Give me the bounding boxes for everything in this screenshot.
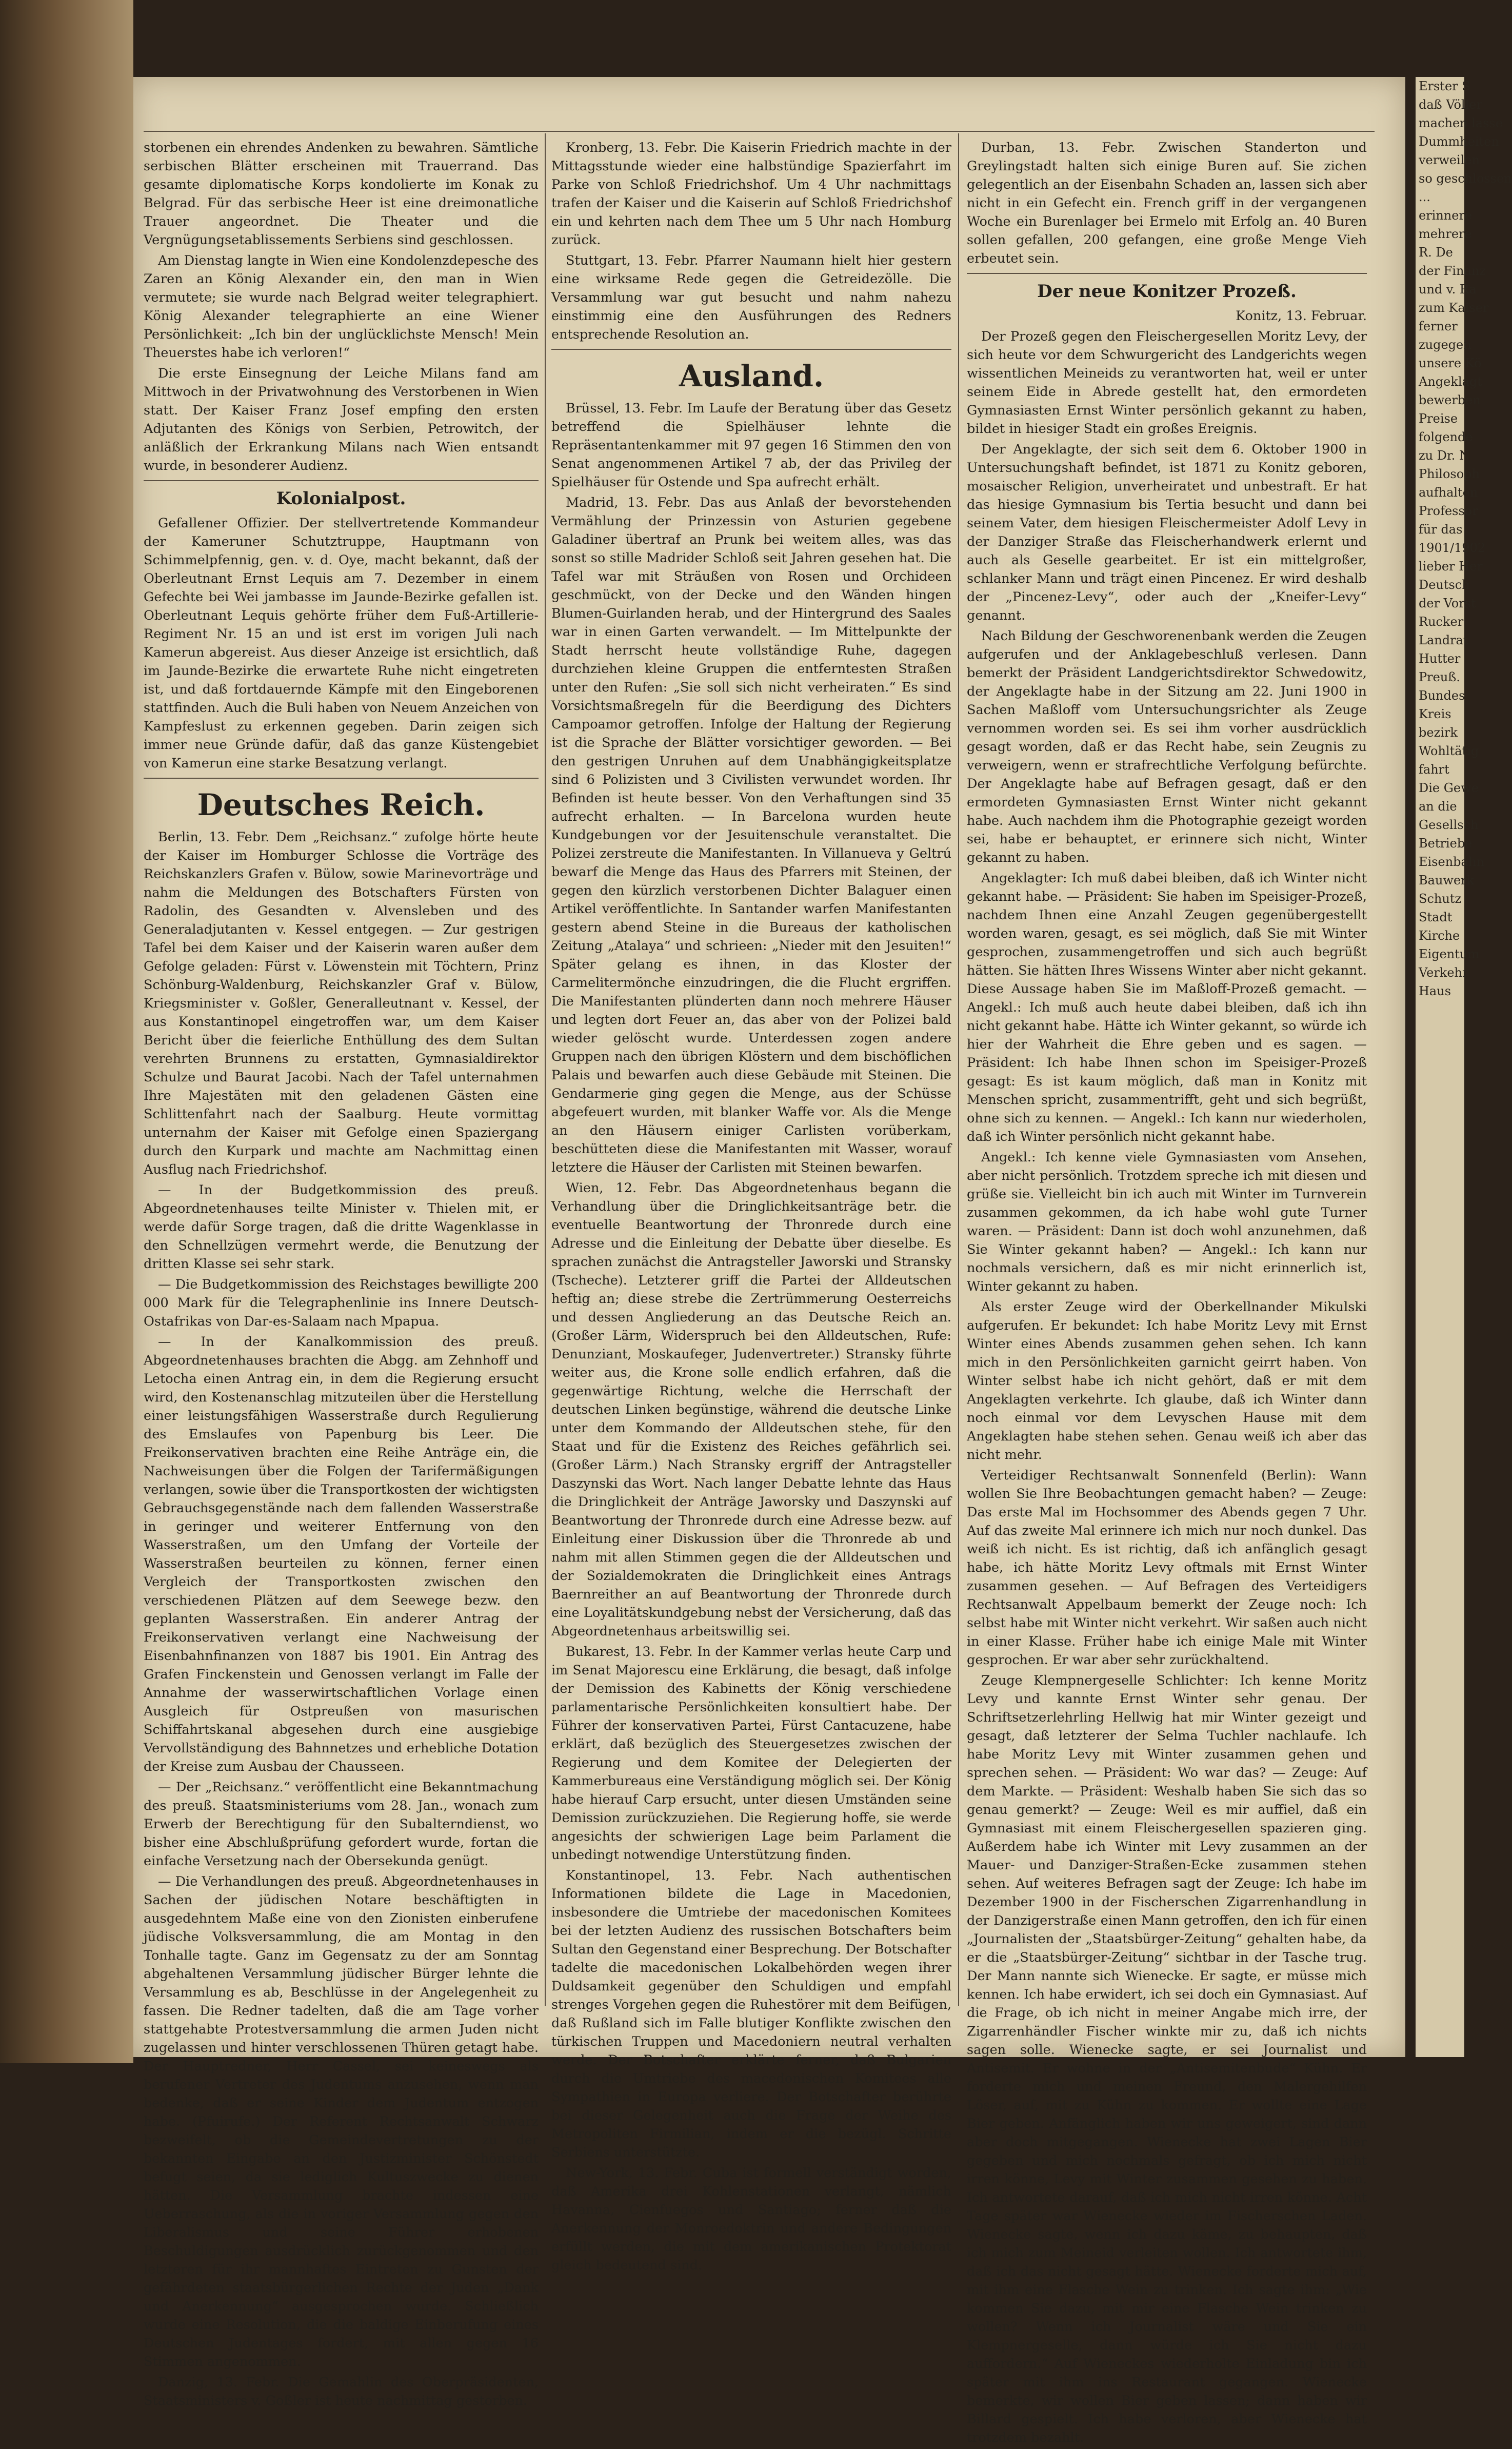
stuttgart-text: Stuttgart, 13. Febr. Pfarrer Naumann hielt hier gestern eine wirksame Rede gegen die Getreidezölle. Die Versammlung war gut besucht und nahm nahezu einstimmig eine den Ausführungen des Redners entsprechende Resolution an. xyxy=(551,253,951,342)
edge-text-fragment: zugegen xyxy=(1419,338,1471,352)
edge-text-fragment: Eisenbahn xyxy=(1419,855,1484,869)
edge-text-fragment: bezirk xyxy=(1419,725,1458,740)
newyork-text: New-York, 13. Febr. Cuba ist formell verständigt worden, daß Amerika drei Kohlenstationen verlangt, nämlich Havanna, Cienfuegos und Santiago; ferner daß die Anerkennung der Monroedoktrin und andere Bedingungen erfüllt werden, die mit dem amerikanischen Protektorat gleich bedeutend sind. xyxy=(551,2165,951,2273)
edge-text-fragment: Kreis xyxy=(1419,707,1451,721)
top-rule xyxy=(144,131,1375,132)
notare-text: — Die Verhandlungen des preuß. Abgeordnetenhauses in Sachen der jüdischen Notare beschäftigten in ausgedehntem Maße eine von den Zionisten einberufene jüdische Volksversammlung, die am Montag in den Tonhalle tagte. Ganz im Gegensatz zu der am Sonntag abgehaltenen Versammlung jüdischer Bürger lehnte die Versammlung es ab, Beschlüsse in der Angelegenheit zu fassen. Die Redner tadelten, daß die am Tage vorher stattgehabte Protestversammlung die armen Juden nicht zugelassen und hinter verschlossenen Thüren getagt habe. Der Hauptredner, Herr Cassel, sei keineswegs als berufener Vertreter des Judentums anzusehen, wenn man bedenke, daß er seine Kinder dem Judentum entzogen habe. (Pfuirufe.) Der Referent Rechtsanwalt Schwarz bezweifelt, ob die Gemeindevertretungen zu der bekannten Eingabe an den Justizminister Schönstedt befugt seien, da sie lediglich Kultuszwecke zu dienen hätten. Die Versammlung brachte indessen eine Ueberraschung, als die in voriger Versammlung gegen den Liberalismus und seine Führer erhobenen Beschuldigungen ausdrücklich zurückgenommen und den letzteren für ihr mannhaftes Eintreten zu Gunsten der gefährdeten staatsbürgerlichen Rechte der Juden „Dank und Anerkennung“ ausgesprochen wurde. Schließlich wurde eine Resolution, die die baldige Einberufung eines Deutschen Judentages fordert, mit allen gegen 16 Stimmen angenommen. xyxy=(144,1874,539,2369)
edge-text-fragment: Schutz xyxy=(1419,892,1462,906)
edge-text-fragment: zum Kaiser xyxy=(1419,301,1489,315)
edge-text-fragment: an die xyxy=(1419,799,1457,814)
deutsches-reich-heading: Deutsches Reich. xyxy=(197,787,485,822)
edge-text-fragment: lieber Her xyxy=(1419,559,1483,574)
konitz-paragraph: Angekl.: Ich kenne viele Gymnasiasten vom Ansehen, aber nicht persönlich. Trotzdem spreche ich mit diesen und grüße sie. Vielleicht bin ich auch mit Winter im Turnverein zusammen gekommen, da ich habe wohl gute Turner waren. — Präsident: Dann ist doch wohl anzunehmen, daß Sie Winter gekannt haben? — Angekl.: Ich kann nur nochmals versichern, daß es mir nicht erinnerlich ist, Winter gekannt zu haben. xyxy=(967,1150,1367,1294)
konitz-paragraph: Angeklagter: Ich muß dabei bleiben, daß ich Winter nicht gekannt habe. — Präsident: Sie haben im Speisiger-Prozeß, nachdem Ihnen eine Anzahl Zeugen gegenübergestellt worden waren, gesagt, es sei möglich, daß Sie mit Winter gesprochen, zusammengetroffen und sich auch begrüßt hätten. Sie hätten Ihres Wissens Winter aber nicht gekannt. Diese Aussage haben Sie im Maßloff-Prozeß gemacht. — Angekl.: Ich muß auch heute dabei bleiben, daß ich ihn nicht gekannt habe. Hätte ich Winter gekannt, so würde ich hier der Wahrheit die Ehre geben und es sagen. — Präsident: Ich habe Ihnen schon im Speisiger-Prozeß gesagt: Es ist kaum möglich, daß man in Konitz mit Menschen spricht, zusammentrifft, geht und sich begrüßt, ohne sich zu kennen. — Angekl.: Ich kann nur wiederholen, daß ich Winter persönlich nicht gekannt habe. xyxy=(967,871,1367,1144)
konitz-paragraph: Der Angeklagte, der sich seit dem 6. Oktober 1900 in Untersuchungshaft befindet, ist 1871 zu Konitz geboren, mosaischer Religion, unverheiratet und unbestraft. Er hat das hiesige Gymnasium bis Tertia besucht und dann bei seinem Vater, dem hiesigen Fleischermeister Adolf Levy in der Danziger Straße das Fleischerhandwerk erlernt und auch als Geselle gearbeitet. Er ist ein mittelgroßer, schlanker Mann und trägt einen Pincenez. Er wird deshalb der „Pincenez-Levy“, oder auch der „Kneifer-Levy“ genannt. xyxy=(967,442,1367,623)
kanal-text: — In der Kanalkommission des preuß. Abgeordnetenhauses brachten die Abgg. am Zehnhoff und Letocha einen Antrag ein, in dem die Regierung ersucht wird, den Kostenanschlag mitzuteilen über die Herstellung einer leistungsfähigen Wasserstraße durch Regulierung des Emslaufes von Papenburg bis Leer. Die Freikonservativen brachten eine Reihe Anträge ein, die Nachweisungen über die Folgen der Tarifermäßigungen verlangen, sowie über die Transportkosten der wichtigsten Gebrauchsgegenstände nach dem fallenden Wasserstraße in geringer und weiterer Entfernung von den Wasserstraßen, um den Umfang der Vorteile der Wasserstraßen beurteilen zu können, ferner einen Vergleich der Transportkosten zwischen den verschiedenen Plätzen auf dem Seewege bezw. den geplanten Wasserstraßen. Ein anderer Antrag der Freikonservativen verlangt eine Nachweisung der Eisenbahnfinanzen von 1887 bis 1901. Ein Antrag des Grafen Finckenstein und Genossen verlangt im Falle der Annahme der wasserwirtschaftlichen Vorlage einen Ausgleich für Ostpreußen von masurischen Schiffahrtskanal abgesehen durch eine ausgiebige Vervollständigung des Bahnnetzes und erhebliche Dotation der Kreise zum Ausbau der Chausseen. xyxy=(144,1334,539,1774)
ausland-heading: Ausland. xyxy=(679,359,824,393)
edge-text-fragment: Hutter xyxy=(1419,651,1461,666)
newspaper-page xyxy=(133,77,1405,2445)
edge-text-fragment: zu Dr. N xyxy=(1419,448,1470,463)
column-rule-1 xyxy=(545,133,546,2006)
reichstag-text: — Die Budgetkommission des Reichstages bewilligte 200 000 Mark für die Telegraphenlinie ins Innere Deutsch-Ostafrikas von Dar-es-Salaam nach Mpapua. xyxy=(144,1277,539,1329)
serbia-text: storbenen ein ehrendes Andenken zu bewahren. Sämtliche serbischen Blätter erscheinen mit Trauerrand. Das gesamte diplomatische Korps kondolierte im Konak zu Belgrad. Für das serbische Heer ist eine dreimonatliche Trauer angeordnet. Die Theater und die Vergnügungsetablissements Serbiens sind geschlossen. xyxy=(144,140,539,248)
column-2 xyxy=(551,139,951,2277)
edge-text-fragment: Haus xyxy=(1419,984,1451,998)
column-rule-2 xyxy=(958,133,959,2006)
reichsanz-text: — Der „Reichsanz.“ veröffentlicht eine Bekanntmachung des preuß. Staatsministeriums vom 28. Jan., wonach zum Erwerb der Berechtigung für den Subalterndienst, wo bisher eine Abschlußprüfung gefordert wurde, fortan die einfache Versetzung nach der Obersekunda genügt. xyxy=(144,1780,539,1869)
durban-text: Durban, 13. Febr. Zwischen Standerton und Greylingstadt halten sich einige Buren auf. Sie zichen gelegentlich an der Eisenbahn Schaden an, lassen sich aber nicht in ein Gefecht ein. French griff in der vergangenen Woche ein Burenlager bei Ermelo mit Erfolg an. 40 Buren sollen gefallen, 200 gefangen, eine große Menge Vieh erbeutet sein. xyxy=(967,140,1367,266)
danzig-text: Danzig, 13. Febr. Die Gemahlin des Oberpräsidenten, Staatsministers v. Goßler ist heute nachmittag gestorben. xyxy=(144,2375,539,2408)
column-1 xyxy=(144,139,539,2412)
konitz-heading: Der neue Konitzer Prozeß. xyxy=(1037,281,1297,302)
edge-text-fragment: Wohltätig xyxy=(1419,744,1479,758)
edge-text-fragment: Landrat xyxy=(1419,633,1468,647)
edge-text-fragment: Dummheiten xyxy=(1419,134,1499,149)
milan-funeral-text: Die erste Einsegnung der Leiche Milans fand am Mittwoch in der Privatwohnung des Verstorbenen in Wien statt. Der Kaiser Franz Josef empfing den ersten Adjutanten des Königs von Serbien, Petrowitch, der anläßlich der Erkrankung Milans nach Wien entsandt wurde, in besonderer Audienz. xyxy=(144,366,539,473)
edge-text-fragment: R. De xyxy=(1419,245,1453,260)
budget-text: — In der Budgetkommission des preuß. Abgeordnetenhauses teilte Minister v. Thielen mit, er werde dafür Sorge tragen, daß die dritte Wagenklasse in den Schnellzügen vermehrt werde, die Benutzung der dritten Klasse sei sehr stark. xyxy=(144,1182,539,1272)
next-page-edge xyxy=(1416,77,1512,2057)
column-3 xyxy=(967,139,1367,2449)
edge-text-fragment: Verkehr xyxy=(1419,965,1468,980)
bruessel-text: Brüssel, 13. Febr. Im Laufe der Beratung über das Gesetz betreffend die Spielhäuser lehnte die Repräsentantenkammer mit 97 gegen 16 Stimmen den von Senat angenommenen Artikel 7 ab, der das Privileg der Spielhäuser für Ostende und Spa aufrecht erhält. xyxy=(551,401,951,490)
section-divider xyxy=(144,778,539,779)
konitz-paragraph: Der Prozeß gegen den Fleischergesellen Moritz Levy, der sich heute vor dem Schwurgericht des Landgerichts wegen wissentlichen Meineids zu verantworten hat, weil er unter seinem Eide in Abrede gestellt hat, den ermordeten Gymnasiasten Ernst Winter persönlich gekannt zu haben, bildet in hiesiger Stadt ein großes Ereignis. xyxy=(967,329,1367,437)
edge-text-fragment: ferner xyxy=(1419,319,1458,333)
section-divider xyxy=(967,273,1367,274)
edge-text-fragment: mehrere xyxy=(1419,227,1472,241)
section-divider xyxy=(144,480,539,481)
edge-text-fragment: fahrt xyxy=(1419,762,1449,777)
konitz-dateline: Konitz, 13. Februar. xyxy=(1236,308,1367,324)
wien-text: Wien, 12. Febr. Das Abgeordnetenhaus begann die Verhandlung über die Dringlichkeitsanträge betr. die eventuelle Beantwortung der Thronrede durch eine Adresse und die Einleitung der Debatte über dieselbe. Es sprachen zunächst die Antragsteller Jaworski und Stransky (Tscheche). Letzterer griff die Partei der Alldeutschen heftig an; diese strebe die Zertrümmerung Oesterreichs und dessen Angliederung an das Deutsche Reich an. (Großer Lärm, Widerspruch bei den Alldeutschen, Rufe: Denunziant, Moskaufeger, Judenvertreter.) Stransky führte weiter aus, die Krone solle endlich erfahren, daß die gegenwärtige Richtung, welche die Herrschaft der deutschen Linken begünstige, während die deutsche Linke unter dem Kommando der Alldeutschen stehe, für den Staat und für die Existenz des Reiches gefährlich sei. (Großer Lärm.) Nach Stransky ergriff der Antragsteller Daszynski das Wort. Nach langer Debatte lehnte das Haus die Dringlichkeit der Anträge Jaworsky und Daszynski auf Beantwortung der Thronrede durch eine Adresse bezw. auf Einleitung einer Diskussion über die Thronrede ab und nahm mit allen Stimmen gegen die der Alldeutschen und der Sozialdemokraten die Dringlichkeit eines Antrags Baernreither an auf Beantwortung der Thronrede durch eine Loyalitätskundgebung nebst der Versicherung, daß das Abgeordnetenhaus arbeitswillig sei. xyxy=(551,1180,951,1639)
madrid-text: Madrid, 13. Febr. Das aus Anlaß der bevorstehenden Vermählung der Prinzessin von Asturien gegebene Galadiner übertraf an Prunk bei weitem alles, was das sonst so stille Madrider Schloß seit Jahren gesehen hat. Die Tafel war mit Sträußen von Rosen und Orchideen geschmückt, von der Decke und den Wänden hingen Blumen-Guirlanden herab, und der Hintergrund des Saales war in einen Garten verwandelt. — Im Mittelpunkte der Stadt herrscht heute vollständige Ruhe, dagegen durchziehen kleine Gruppen die entferntesten Straßen unter den Rufen: „Sie soll sich nicht verheiraten.“ Es sind Vorsichtsmaßregeln für die Beerdigung des Dichters Campoamor getroffen. Infolge der Haltung der Regierung ist die Sprache der Blätter vorsichtiger geworden. — Bei den gestrigen Unruhen auf dem Unabhängigkeitsplatze sind 6 Polizisten und 3 Civilisten verwundet worden. Ihr Befinden ist heute besser. Von den Verhaftungen sind 35 aufrecht erhalten. — In Barcelona wurden heute Kundgebungen vor der Jesuitenschule veranstaltet. Die Polizei zerstreute die Manifestanten. In Villanueva y Geltrú bewarf die Menge das Haus des Pfarrers mit Steinen, der gegen den kürzlich verstorbenen Dichter Balaguer einen Artikel veröffentlichte. In Santander warfen Manifestanten gestern abend Steine in die Bureaus der katholischen Zeitung „Atalaya“ und schrieen: „Nieder mit den Jesuiten!“ Später gelang es ihnen, in das Kloster der Carmelitermönche einzudringen, die die Flucht ergriffen. Die Manifestanten plünderten dann noch mehrere Häuser und legten dort Feuer an, das aber von der Polizei bald wieder gelöscht wurde. Unterdessen zogen andere Gruppen nach den übrigen Klöstern und dem bischöflichen Palais und bewarfen auch diese Gebäude mit Steinen. Die Gendarmerie ging gegen die Menge, aus der Schüsse abgefeuert wurden, mit blanker Waffe vor. Als die Menge an den Häusern einiger Carlisten vorüberkam, beschütteten diese die Manifestanten mit Wasser, worauf letztere die Häuser der Carlisten mit Steinen bewarfen. xyxy=(551,495,951,1175)
section-divider xyxy=(551,349,951,350)
kolonialpost-heading: Kolonialpost. xyxy=(276,488,406,509)
konitz-paragraph: Nach Bildung der Geschworenenbank werden die Zeugen aufgerufen und der Anklagebeschluß verlesen. Dann bemerkt der Präsident Landgerichtsdirektor Schwedowitz, der Angeklagte habe in der Sitzung am 22. Juni 1900 in Sachen Maßloff vom Untersuchungsrichter als Zeuge vernommen worden sei. Es sei ihm vorher ausdrücklich gesagt worden, daß er das Recht habe, sein Zeugnis zu verweigern, wenn er strafrechtliche Verfolgung befürchte. Der Angeklagte habe auf Befragen gesagt, daß er den ermordeten Gymnasiasten Ernst Winter nicht gekannt habe. Auch nachdem ihm die Photographie gezeigt worden sei, habe er behauptet, er erinnere sich nicht, Winter gekannt zu haben. xyxy=(967,628,1367,865)
edge-text-fragment: Angeklagt xyxy=(1419,374,1482,389)
konitz-paragraph: Als erster Zeuge wird der Oberkellnander Mikulski aufgerufen. Er bekundet: Ich habe Moritz Levy mit Ernst Winter eines Abends zusammen gehen sehen. Ich kann mich in den Persönlichkeiten garnicht geirrt haben. Von Winter selbst habe ich nicht gehört, daß er mit dem Angeklagten verkehrte. Ich glaube, daß ich Winter dann noch einmal vor dem Levyschen Hause mit dem Angeklagten habe stehen sehen. Genau weiß ich aber das nicht mehr. xyxy=(967,1299,1367,1463)
edge-text-fragment: daß Völler xyxy=(1419,97,1482,112)
kronberg-text: Kronberg, 13. Febr. Die Kaiserin Friedrich machte in der Mittagsstunde wieder eine halbstündige Spazierfahrt im Parke von Schloß Friedrichshof. Um 4 Uhr nachmittags trafen der Kaiser und die Kaiserin auf Schloß Friedrichshof ein und kehrten nach dem Thee um 5 Uhr nach Homburg zurück. xyxy=(551,140,951,248)
edge-text-fragment: machen lasse xyxy=(1419,116,1503,130)
edge-text-fragment: Bundes xyxy=(1419,688,1465,703)
edge-text-fragment: Preise xyxy=(1419,411,1458,426)
edge-text-fragment: Stadt xyxy=(1419,910,1453,924)
edge-text-fragment: aufhalten xyxy=(1419,485,1478,500)
edge-text-fragment: folgende xyxy=(1419,430,1473,444)
edge-text-fragment: so geschlossen xyxy=(1419,171,1512,186)
edge-text-fragment: Rucker xyxy=(1419,615,1464,629)
edge-text-fragment: der Vorst xyxy=(1419,596,1476,610)
edge-text-fragment: Die Gewe xyxy=(1419,781,1479,795)
edge-text-fragment: bewerben xyxy=(1419,393,1481,407)
edge-text-fragment: Deutsch xyxy=(1419,578,1470,592)
edge-text-fragment: Betriebe xyxy=(1419,836,1473,851)
konitz-paragraph: Zeuge Klempnergeselle Schlichter: Ich kenne Moritz Levy und kannte Ernst Winter sehr genau. Der Schriftsetzerlehrling Hellwig hat mir Winter gezeigt und gesagt, daß letzterer der Selma Tuchler nachlaufe. Ich habe Moritz Levy mit Winter zusammen gehen und sprechen sehen. — Präsident: Wo war das? — Zeuge: Auf dem Markte. — Präsident: Weshalb haben Sie sich das so genau gemerkt? — Zeuge: Weil es mir auffiel, daß ein Gymnasiast mit einem Fleischergesellen spazieren ging. Außerdem habe ich Winter mit Levy zusammen an der Mauer- und Danziger-Straßen-Ecke zusammen stehen sehen. Auf weiteres Befragen sagt der Zeuge: Ich habe im Dezember 1900 in der Fischerschen Zigarrenhandlung in der Danzigerstraße einen Mann getroffen, den ich für einen „Journalisten der „Staatsbürger-Zeitung“ gehalten habe, da er die „Staatsbürger-Zeitung“ sichtbar in der Tasche trug. Der Mann nannte sich Wienecke. Er sagte, er müsse mich kennen. Ich habe erwidert, ich sei doch ein Gymnasiast. Auf die Frage, ob ich nicht in meiner Angabe mich irre, der Zigarrenhändler Fischer winkte mir zu, daß ich nichts sagen solle. Wienecke sagte, er sei Journalist und Antisemit. Er wohne in der „Antisemitenbude“ Kühn. Er forderte mich und meinen Freund, den Malergehilfen Löser, auf, mit zu Kühn zu kommen. Er wollte eine Lage Bier geben. Anfänglich haben wir uns geweigert, sind dann aber doch mitgegangen. Wienecke hat zwei Lagen Bier gegeben und mich nochmals gefragt, ob ich mich nicht irren könne, Levy mit Winter zusammen gesehen zu haben. Ich antwortete darauf, daß ich mich nicht irren könne. Acht Tage später war Wienecke wieder im Fischerschen Laden. Wienecke sagte, wenn ich dazu käme, zu behaupten, daß ich mich zum Meineid verleiten wollen. Ich antwortete ihm, daß ich das nicht gesagt hätte. Wienecke forderte mich auf, mit ihm eine Flasche Wein zu trinken. Ich sagte ihm: „Wie kommen Sie dazu, mit mir eine Flasche Wein trinken zu wollen? Wenn ich Journalist wäre und Sie ein Klempnergeselle, dann würde ich Sie nicht dazu auffordern.“ Auf Wieneckes wiederholte Einladung bin ich später mit ihm ins Restaurant gegangen. Wienecke bemerkte, wir wollen Bier geben lassen; dann haben wir Billard gespielt. Ich habe verloren, aber Wienecke hat trotzdem bezahlt. xyxy=(967,1673,1367,2445)
edge-text-fragment: unsere Kö xyxy=(1419,356,1482,370)
book-binding xyxy=(0,0,133,2063)
edge-text-fragment: Professor xyxy=(1419,504,1478,518)
konstantinopel-text: Konstantinopel, 13. Febr. Nach authentischen Informationen bildete die Lage in Macedonien, insbesondere die Umtriebe der macedonischen Komitees bei der letzten Audienz des russischen Botschafters beim Sultan den Gegenstand einer Besprechung. Der Botschafter tadelte die macedonischen Lokalbehörden wegen ihrer Duldsamkeit gegenüber den Schuldigen und empfahl strenges Vorgehen gegen die Ruhestörer mit dem Beifügen, daß Rußland sich im Falle blutiger Konflikte zwischen den türkischen Truppen und Macedoniern neutral verhalten werde. Der Botschafter erklärte ferner, daß Bulgarien durch die Umtriebe des macedonischen Komitees alle Sympathien in Europa verliere. Der Botschafter berührte bei dieser Gelegenheit auch die Frage der Weihe des Metropoliten Firmilian, indem er die bezügl. Schritte Serbiens unterstützte. xyxy=(551,1868,951,2160)
konitz-paragraph: Verteidiger Rechtsanwalt Sonnenfeld (Berlin): Wann wollen Sie Ihre Beobachtungen gemacht haben? — Zeuge: Das erste Mal im Hochsommer des Abends gegen 7 Uhr. Auf das zweite Mal erinnere ich mich nur noch dunkel. Das weiß ich nicht. Es ist richtig, daß ich anfänglich gesagt habe, ich hätte Moritz Levy oftmals mit Ernst Winter zusammen gesehen. — Auf Befragen des Verteidigers Rechtsanwalt Appelbaum bemerkt der Zeuge noch: Ich selbst habe mit Winter nicht verkehrt. Wir saßen auch nicht in einer Klasse. Früher habe ich einige Male mit Winter gesprochen. Er war aber sehr zurückhaltend. xyxy=(967,1468,1367,1668)
edge-text-fragment: Preuß. xyxy=(1419,670,1460,684)
berlin-text: Berlin, 13. Febr. Dem „Reichsanz.“ zufolge hörte heute der Kaiser im Homburger Schlosse die Vorträge des Reichskanzlers Grafen v. Bülow, sowie Marinevorträge und nahm die Meldungen des Botschafters Fürsten von Radolin, des Gesandten v. Alvensleben und des Generaladjutanten v. Kessel entgegen. — Zur gestrigen Tafel bei dem Kaiser und der Kaiserin waren außer dem Gefolge geladen: Fürst v. Löwenstein mit Töchtern, Prinz Schönburg-Waldenburg, Reichskanzler Graf v. Bülow, Kriegsminister v. Goßler, Generalleutnant v. Kessel, der aus Konstantinopel eingetroffen war, um dem Kaiser Bericht über die feierliche Enthüllung des dem Sultan verehrten Brunnens zu erstatten, Gymnasialdirektor Schulze und Baurat Jacobi. Nach der Tafel unternahmen Ihre Majestäten mit den geladenen Gästen eine Schlittenfahrt nach der Saalburg. Heute vormittag unternahm der Kaiser mit Gefolge einen Spaziergang durch den Kurpark und machte am Nachmittag einen Ausflug nach Friedrichshof. xyxy=(144,830,539,1177)
edge-text-fragment: Gesellsch xyxy=(1419,818,1479,832)
edge-text-fragment: Bauwerk xyxy=(1419,873,1475,887)
bukarest-text: Bukarest, 13. Febr. In der Kammer verlas heute Carp und im Senat Majorescu eine Erklärung, die besagt, daß infolge der Demission des Kabinetts der König verschiedene parlamentarische Persönlichkeiten konsultiert habe. Der Führer der konservativen Partei, Fürst Cantacuzene, habe erklärt, daß bezüglich des Steuergesetzes zwischen der Regierung und dem Komitee der Delegierten der Kammerbureaus eine Verständigung möglich sei. Der König habe hierauf Carp ersucht, unter diesen Umständen seine Demission zurückzuziehen. Die Regierung hoffe, sie werde angesichts der schwierigen Lage beim Parlament die unbedingt notwendige Unterstützung finden. xyxy=(551,1644,951,1863)
edge-text-fragment: für das xyxy=(1419,522,1463,537)
edge-text-fragment: und v. Ra xyxy=(1419,282,1477,297)
edge-text-fragment: 1901/1902 xyxy=(1419,541,1486,555)
condolence-text: Am Dienstag langte in Wien eine Kondolenzdepesche des Zaren an König Alexander ein, den man in Wien vermutete; sie wurde nach Belgrad weiter telegraphiert. König Alexander telegraphierte an eine Wiener Persönlichkeit: „Ich bin der unglücklichste Mensch! Mein Theuerstes habe ich verloren!“ xyxy=(144,253,539,361)
edge-text-fragment: der Finanz xyxy=(1419,264,1486,278)
edge-text-fragment: Kirche xyxy=(1419,929,1460,943)
kolonialpost-text: Gefallener Offizier. Der stellvertretende Kommandeur der Kameruner Schutztruppe, Hauptmann von Schimmelpfennig, gen. v. d. Oye, macht bekannt, daß der Oberleutnant Ernst Lequis am 7. Dezember in einem Gefechte bei Wei jambasse im Jaunde-Bezirke gefallen ist. Oberleutnant Lequis gehörte früher dem Fuß-Artillerie-Regiment Nr. 15 an und ist erst im vorigen Juli nach Kamerun abgereist. Aus dieser Anzeige ist ersichtlich, daß im Jaunde-Bezirke die erwartete Ruhe nicht eingetreten ist, und daß fortdauernde Kämpfe mit den Eingeborenen stattfinden. Auch die Buli haben von Neuem Anzeichen von Kampfeslust zu erkennen gegeben. Darin zeigen sich immer neue Gründe dafür, daß das ganze Küstengebiet von Kamerun eine starke Besatzung verlangt. xyxy=(144,516,539,771)
edge-text-fragment: verweilen xyxy=(1419,153,1480,167)
edge-text-fragment: Erster S xyxy=(1419,79,1470,93)
edge-text-fragment: erinnere xyxy=(1419,208,1473,223)
edge-text-fragment: Eigentum xyxy=(1419,947,1480,961)
edge-text-fragment: Philosoph xyxy=(1419,467,1480,481)
edge-text-fragment: ... xyxy=(1419,190,1430,204)
